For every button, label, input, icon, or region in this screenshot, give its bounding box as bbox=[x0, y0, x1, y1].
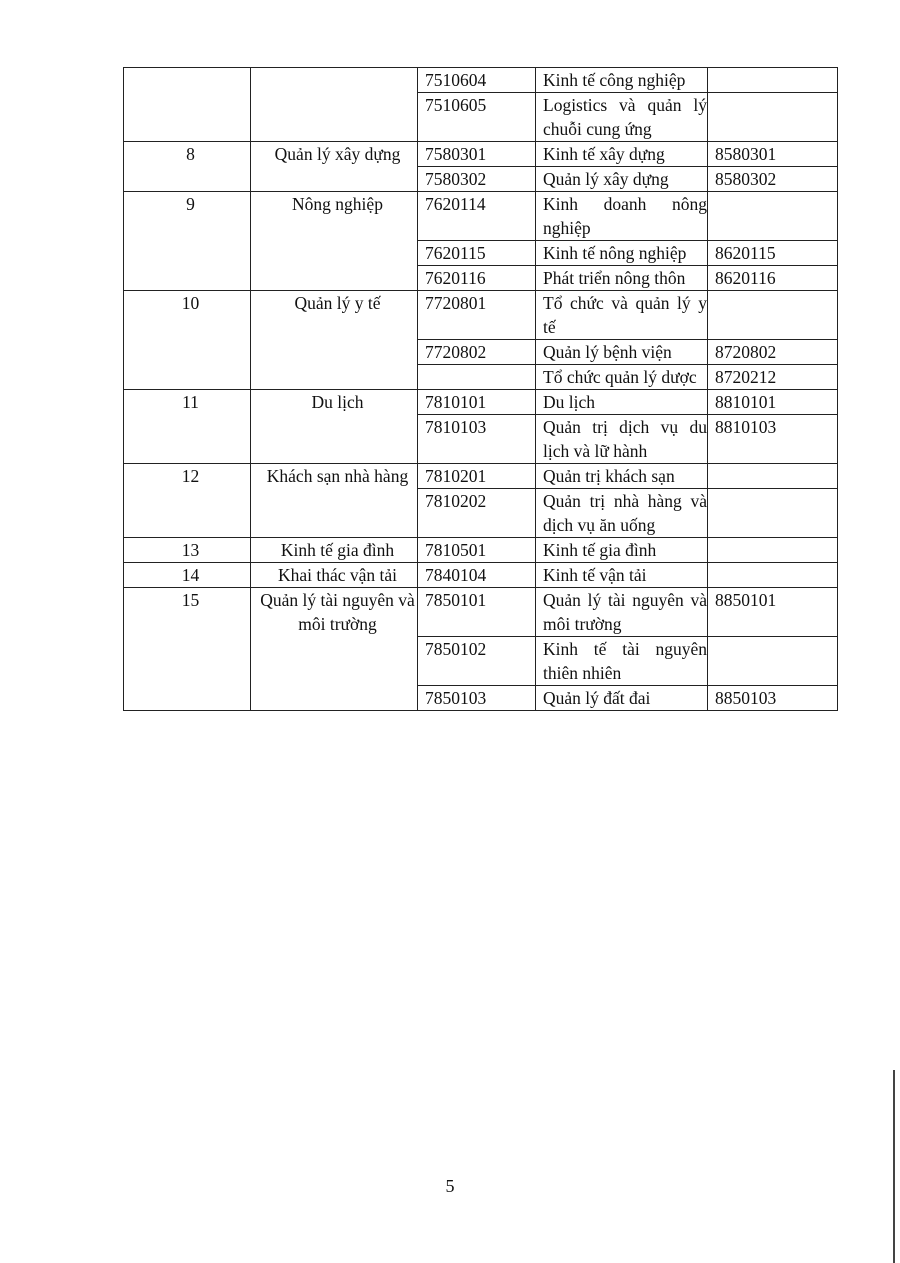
major-name-cell: Quản lý xây dựng bbox=[536, 167, 708, 192]
major-code-cell: 7720802 bbox=[418, 340, 536, 365]
major-code-cell: 7850103 bbox=[418, 686, 536, 711]
group-number-cell: 14 bbox=[124, 563, 251, 588]
table-row bbox=[124, 68, 838, 93]
master-code-cell: 8810103 bbox=[708, 415, 838, 464]
major-name-cell: Kinh tế vận tải bbox=[536, 563, 708, 588]
table-row bbox=[124, 390, 838, 415]
page-number: 5 bbox=[445, 1176, 455, 1196]
major-name-cell: Phát triển nông thôn bbox=[536, 266, 708, 291]
major-name-cell: Logistics và quản lý chuỗi cung ứng bbox=[536, 93, 708, 142]
major-name-cell: Kinh tế gia đình bbox=[536, 538, 708, 563]
major-code-cell: 7620114 bbox=[418, 192, 536, 241]
group-name-cell: Nông nghiệp bbox=[251, 192, 418, 291]
master-code-cell bbox=[708, 637, 838, 686]
master-code-cell bbox=[708, 68, 838, 93]
group-name-cell: Kinh tế gia đình bbox=[251, 538, 418, 563]
major-name-cell: Quản lý tài nguyên và môi trường bbox=[536, 588, 708, 637]
table-row bbox=[124, 142, 838, 167]
major-code-cell: 7580301 bbox=[418, 142, 536, 167]
major-name-cell: Kinh tế xây dựng bbox=[536, 142, 708, 167]
table-row bbox=[124, 563, 838, 588]
major-name-cell: Tổ chức quản lý dược bbox=[536, 365, 708, 390]
major-name-cell: Du lịch bbox=[536, 390, 708, 415]
group-number-cell: 15 bbox=[124, 588, 251, 711]
group-name-cell: Quản lý tài nguyên và môi trường bbox=[251, 588, 418, 711]
major-code-cell: 7510605 bbox=[418, 93, 536, 142]
group-name-cell: Quản lý xây dựng bbox=[251, 142, 418, 192]
group-name-cell: Khai thác vận tải bbox=[251, 563, 418, 588]
major-name-cell: Kinh tế tài nguyên thiên nhiên bbox=[536, 637, 708, 686]
master-code-cell: 8620115 bbox=[708, 241, 838, 266]
major-code-cell: 7510604 bbox=[418, 68, 536, 93]
master-code-cell: 8620116 bbox=[708, 266, 838, 291]
master-code-cell: 8720802 bbox=[708, 340, 838, 365]
master-code-cell bbox=[708, 464, 838, 489]
master-code-cell: 8720212 bbox=[708, 365, 838, 390]
master-code-cell bbox=[708, 192, 838, 241]
table-row bbox=[124, 464, 838, 489]
master-code-cell: 8580302 bbox=[708, 167, 838, 192]
group-name-cell: Du lịch bbox=[251, 390, 418, 464]
group-name-cell bbox=[251, 68, 418, 142]
major-name-cell: Quản trị nhà hàng và dịch vụ ăn uống bbox=[536, 489, 708, 538]
scan-edge-line bbox=[893, 1070, 895, 1263]
table-row bbox=[124, 538, 838, 563]
major-name-cell: Kinh tế công nghiệp bbox=[536, 68, 708, 93]
group-number-cell: 11 bbox=[124, 390, 251, 464]
table-row bbox=[124, 192, 838, 241]
group-number-cell: 13 bbox=[124, 538, 251, 563]
major-name-cell: Quản trị dịch vụ du lịch và lữ hành bbox=[536, 415, 708, 464]
major-name-cell: Quản lý đất đai bbox=[536, 686, 708, 711]
master-code-cell: 8850103 bbox=[708, 686, 838, 711]
table-row bbox=[124, 291, 838, 340]
major-name-cell: Tổ chức và quản lý y tế bbox=[536, 291, 708, 340]
major-code-cell: 7720801 bbox=[418, 291, 536, 340]
group-name-cell: Quản lý y tế bbox=[251, 291, 418, 390]
majors-table-body bbox=[124, 68, 838, 711]
major-code-cell: 7620115 bbox=[418, 241, 536, 266]
master-code-cell bbox=[708, 93, 838, 142]
major-code-cell: 7810202 bbox=[418, 489, 536, 538]
major-code-cell: 7850101 bbox=[418, 588, 536, 637]
major-name-cell: Quản trị khách sạn bbox=[536, 464, 708, 489]
major-code-cell: 7810101 bbox=[418, 390, 536, 415]
master-code-cell bbox=[708, 489, 838, 538]
major-code-cell: 7580302 bbox=[418, 167, 536, 192]
major-code-cell: 7840104 bbox=[418, 563, 536, 588]
major-code-cell: 7810201 bbox=[418, 464, 536, 489]
master-code-cell bbox=[708, 291, 838, 340]
group-name-cell: Khách sạn nhà hàng bbox=[251, 464, 418, 538]
master-code-cell: 8850101 bbox=[708, 588, 838, 637]
major-code-cell: 7810501 bbox=[418, 538, 536, 563]
master-code-cell bbox=[708, 563, 838, 588]
master-code-cell: 8580301 bbox=[708, 142, 838, 167]
majors-table bbox=[123, 67, 838, 711]
major-code-cell: 7810103 bbox=[418, 415, 536, 464]
major-name-cell: Quản lý bệnh viện bbox=[536, 340, 708, 365]
major-code-cell: 7620116 bbox=[418, 266, 536, 291]
group-number-cell bbox=[124, 68, 251, 142]
major-code-cell bbox=[418, 365, 536, 390]
major-name-cell: Kinh tế nông nghiệp bbox=[536, 241, 708, 266]
group-number-cell: 12 bbox=[124, 464, 251, 538]
group-number-cell: 10 bbox=[124, 291, 251, 390]
table-row bbox=[124, 588, 838, 637]
group-number-cell: 8 bbox=[124, 142, 251, 192]
major-code-cell: 7850102 bbox=[418, 637, 536, 686]
major-name-cell: Kinh doanh nông nghiệp bbox=[536, 192, 708, 241]
master-code-cell bbox=[708, 538, 838, 563]
master-code-cell: 8810101 bbox=[708, 390, 838, 415]
group-number-cell: 9 bbox=[124, 192, 251, 291]
